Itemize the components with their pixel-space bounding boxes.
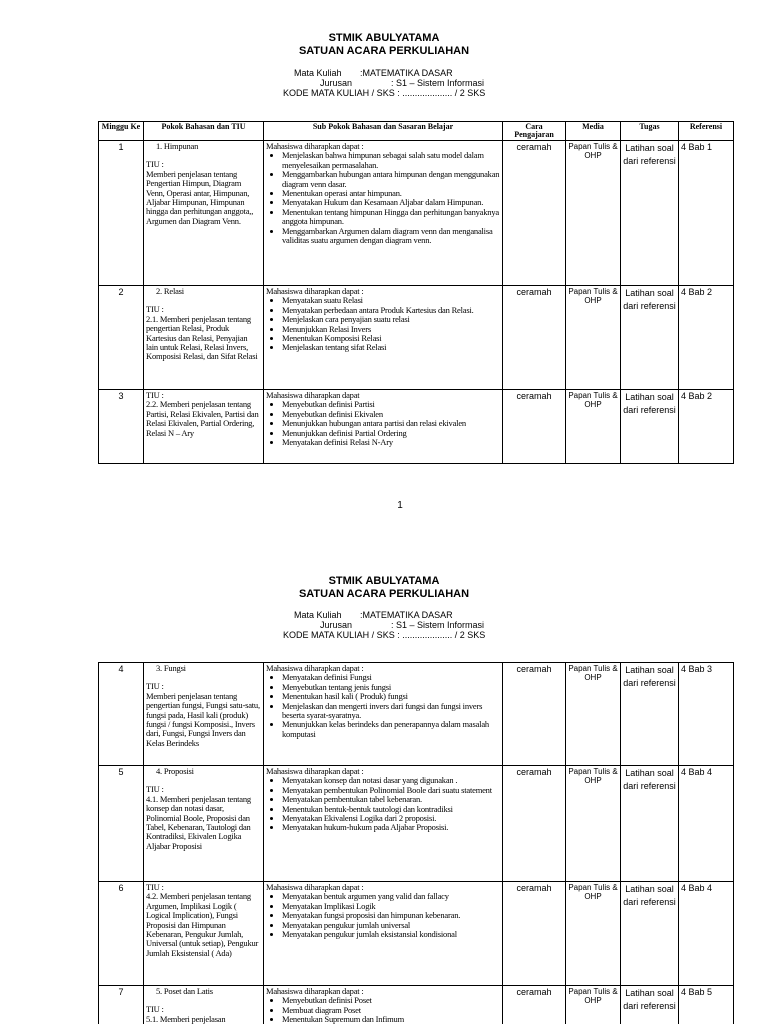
- tugas: Latihan soal dari referensi: [621, 390, 679, 464]
- sub-pokok-bahasan: [264, 882, 503, 986]
- sub-item: • Menyatakan definisi Fungsi: [282, 673, 500, 682]
- mata-kuliah-value: :MATEMATIKA DASAR: [360, 68, 453, 78]
- sub-item: • Menggambarkan Argumen dalam diagram venn dan menganalisa validitas suatu argumen dengan diagram venn.: [282, 227, 500, 246]
- week-number: 2: [99, 286, 144, 390]
- jurusan-label: Jurusan: [320, 620, 353, 630]
- sub-intro: Mahasiswa diharapkan dapat :: [266, 141, 364, 151]
- col-tugas: Tugas: [621, 122, 679, 141]
- jurusan-value: : S1 – Sistem Informasi: [391, 620, 485, 630]
- table-row: [99, 882, 734, 986]
- referensi: 4 Bab 2: [679, 286, 734, 390]
- sub-intro: Mahasiswa diharapkan dapat :: [266, 663, 364, 673]
- sub-list: [266, 776, 500, 832]
- referensi: 4 Bab 2: [679, 390, 734, 464]
- week-number: 6: [99, 882, 144, 986]
- sub-intro: Mahasiswa diharapkan dapat :: [266, 766, 364, 776]
- cara-pengajaran: ceramah: [503, 390, 566, 464]
- pokok-bahasan: [144, 986, 264, 1024]
- topic-title: 1. Himpunan: [156, 141, 199, 151]
- sub-item: • Menyatakan Ekivalensi Logika dari 2 proposisi.: [282, 814, 500, 823]
- col-referensi: Referensi: [679, 122, 734, 141]
- tiu-label: TIU :: [146, 1004, 164, 1015]
- col-pokok: Pokok Bahasan dan TIU: [144, 122, 264, 141]
- cara-pengajaran: ceramah: [503, 141, 566, 286]
- week-number: 5: [99, 766, 144, 882]
- sub-item: • Menyebutkan definisi Poset: [282, 996, 500, 1005]
- media: Papan Tulis & OHP: [566, 986, 621, 1024]
- table-row: [99, 141, 734, 286]
- col-sub: Sub Pokok Bahasan dan Sasaran Belajar: [264, 122, 503, 141]
- table-row: [99, 286, 734, 390]
- sub-item: • Menjelaskan dan mengerti invers dari fungsi dan fungsi invers beserta syarat-syaratnya.: [282, 702, 500, 721]
- document-title: SATUAN ACARA PERKULIAHAN: [298, 588, 470, 600]
- tiu-text: Memberi penjelasan tentang pengertian fungsi, Fungsi satu-satu, fungsi pada, Hasil kali (produk) fungsi / fungsi Komposisi., Invers dari, Fungsi, Fungsi Invers dan Kelas Berindeks: [146, 690, 260, 748]
- sub-item: • Menggambarkan hubungan antara himpunan dengan menggunakan diagram venn dasar.: [282, 170, 500, 189]
- sub-item: • Menentukan operasi antar himpunan.: [282, 189, 500, 198]
- sub-intro: Mahasiswa diharapkan dapat :: [266, 882, 364, 892]
- pokok-bahasan: [144, 663, 264, 766]
- col-minggu: Minggu Ke: [99, 122, 144, 141]
- sub-list: [266, 151, 500, 245]
- tiu-label: TIU :: [146, 784, 164, 795]
- table-row: [99, 986, 734, 1024]
- tiu-text: 2.2. Memberi penjelasan tentang Partisi, Relasi Ekivalen, Partisi dan Relasi Ekivalen, Partial Ordering, Relasi N – Ary: [146, 399, 259, 438]
- sub-item: • Menyatakan Implikasi Logik: [282, 902, 500, 911]
- sub-item: • Menyatakan pembentukan Polinomial Boole dari suatu statement: [282, 786, 500, 795]
- topic-title: 3. Fungsi: [156, 663, 186, 673]
- cara-pengajaran: ceramah: [503, 663, 566, 766]
- referensi: 4 Bab 4: [679, 766, 734, 882]
- pokok-bahasan: [144, 766, 264, 882]
- sub-list: [266, 673, 500, 739]
- sub-item: • Menyatakan bentuk argumen yang valid dan fallacy: [282, 892, 500, 901]
- sub-item: • Menyatakan pengukur jumlah eksistansial kondisional: [282, 930, 500, 939]
- sub-item: • Menentukan tentang himpunan Hingga dan perhitungan banyaknya anggota himpunan.: [282, 208, 500, 227]
- topic-title: 4. Proposisi: [156, 766, 194, 776]
- sub-item: • Menyatakan konsep dan notasi dasar yang digunakan .: [282, 776, 500, 785]
- cara-pengajaran: ceramah: [503, 766, 566, 882]
- cara-pengajaran: ceramah: [503, 882, 566, 986]
- sub-item: • Menunjukkan hubungan antara partisi dan relasi ekivalen: [282, 419, 500, 428]
- kode-mata-kuliah: KODE MATA KULIAH / SKS : .................... / 2 SKS: [283, 630, 486, 640]
- sub-item: • Menunjukkan Relasi Invers: [282, 325, 500, 334]
- sub-item: • Menyatakan suatu Relasi: [282, 296, 500, 305]
- tugas: Latihan soal dari referensi: [621, 766, 679, 882]
- sub-item: • Menyebutkan definisi Partisi: [282, 400, 500, 409]
- sub-item: • Menyatakan perbedaan antara Produk Kartesius dan Relasi.: [282, 306, 500, 315]
- tugas: Latihan soal dari referensi: [621, 663, 679, 766]
- media: Papan Tulis & OHP: [566, 882, 621, 986]
- institution-title: STMIK ABULYATAMA: [328, 575, 440, 587]
- tiu-label: TIU :: [146, 159, 164, 170]
- sub-pokok-bahasan: [264, 390, 503, 464]
- pokok-bahasan: [144, 286, 264, 390]
- mata-kuliah-label: Mata Kuliah: [294, 68, 342, 78]
- topic-title: 5. Poset dan Latis: [156, 986, 213, 996]
- document-title: SATUAN ACARA PERKULIAHAN: [298, 45, 470, 57]
- jurusan-label: Jurusan: [320, 78, 353, 88]
- week-number: 7: [99, 986, 144, 1024]
- topic-title: 2. Relasi: [156, 286, 184, 296]
- sub-intro: Mahasiswa diharapkan dapat: [266, 390, 360, 400]
- cara-pengajaran: ceramah: [503, 986, 566, 1024]
- week-number: 4: [99, 663, 144, 766]
- sub-item: • Menjelaskan tentang sifat Relasi: [282, 343, 500, 352]
- tugas: Latihan soal dari referensi: [621, 882, 679, 986]
- pokok-bahasan: [144, 882, 264, 986]
- tugas: Latihan soal dari referensi: [621, 286, 679, 390]
- sub-item: • Menyebutkan definisi Ekivalen: [282, 410, 500, 419]
- sub-item: • Menunjukkan kelas berindeks dan penerapannya dalam masalah komputasi: [282, 720, 500, 739]
- media: Papan Tulis & OHP: [566, 390, 621, 464]
- tugas: Latihan soal dari referensi: [621, 141, 679, 286]
- col-media: Media: [566, 122, 621, 141]
- sub-list: [266, 400, 500, 447]
- tugas: Latihan soal dari referensi: [621, 986, 679, 1024]
- tiu-label: TIU :: [146, 390, 164, 400]
- col-cara: Cara Pengajaran: [503, 122, 566, 141]
- media: Papan Tulis & OHP: [566, 766, 621, 882]
- sub-intro: Mahasiswa diharapkan dapat :: [266, 986, 364, 996]
- media: Papan Tulis & OHP: [566, 663, 621, 766]
- sub-pokok-bahasan: [264, 663, 503, 766]
- tiu-label: TIU :: [146, 304, 164, 315]
- sub-list: [266, 892, 500, 939]
- sub-pokok-bahasan: [264, 986, 503, 1024]
- sub-item: • Menyatakan definisi Relasi N-Ary: [282, 438, 500, 447]
- sub-item: • Menentukan Komposisi Relasi: [282, 334, 500, 343]
- referensi: 4 Bab 1: [679, 141, 734, 286]
- mata-kuliah-value: :MATEMATIKA DASAR: [360, 610, 453, 620]
- sap-table-page-2: [98, 662, 734, 1024]
- sub-item: • Menyatakan hukum-hukum pada Aljabar Proposisi.: [282, 823, 500, 832]
- institution-title: STMIK ABULYATAMA: [328, 32, 440, 44]
- page-number: 1: [397, 500, 403, 511]
- tiu-text: 2.1. Memberi penjelasan tentang pengertian Relasi, Produk Kartesius dan Relasi, Penyajian lain untuk Relasi, Relasi Invers, Komposisi Relasi, dan Sifat Relasi: [146, 313, 258, 362]
- table-row: [99, 663, 734, 766]
- sub-pokok-bahasan: [264, 286, 503, 390]
- jurusan-value: : S1 – Sistem Informasi: [391, 78, 485, 88]
- media: Papan Tulis & OHP: [566, 286, 621, 390]
- referensi: 4 Bab 4: [679, 882, 734, 986]
- sub-item: • Menjelaskan cara penyajian suatu relasi: [282, 315, 500, 324]
- sub-intro: Mahasiswa diharapkan dapat :: [266, 286, 364, 296]
- media: Papan Tulis & OHP: [566, 141, 621, 286]
- week-number: 3: [99, 390, 144, 464]
- sub-item: • Menentukan bentuk-bentuk tautologi dan kontradiksi: [282, 805, 500, 814]
- sub-item: • Menentukan hasil kali ( Produk) fungsi: [282, 692, 500, 701]
- table-row: [99, 390, 734, 464]
- sub-pokok-bahasan: [264, 766, 503, 882]
- tiu-label: TIU :: [146, 681, 164, 692]
- table-row: [99, 766, 734, 882]
- tiu-text: 4.2. Memberi penjelasan tentang Argumen, Implikasi Logik ( Logical Implication), Fungsi Proposisi dan Himpunan Kebenaran, Pengukur Jumlah, Universal (untuk setiap), Pengukur Jumlah Eksistensial ( Ada): [146, 891, 259, 958]
- sub-item: • Menyatakan Hukum dan Kesamaan Aljabar dalam Himpunan.: [282, 198, 500, 207]
- cara-pengajaran: ceramah: [503, 286, 566, 390]
- mata-kuliah-label: Mata Kuliah: [294, 610, 342, 620]
- sub-item: • Membuat diagram Poset: [282, 1006, 500, 1015]
- week-number: 1: [99, 141, 144, 286]
- tiu-text: Memberi penjelasan tentang Pengertian Himpun, Diagram Venn, Operasi antar, Himpunan, Aljabar Himpunan, Himpunan hingga dan perhitungan anggota,, Argumen dan Diagram Venn.: [146, 168, 254, 226]
- tiu-label: TIU :: [146, 882, 164, 892]
- table-header-row: [99, 122, 734, 141]
- referensi: 4 Bab 3: [679, 663, 734, 766]
- tiu-text: 4.1. Memberi penjelasan tentang konsep dan notasi dasar, Polinomial Boole, Proposisi dan Tabel, Kebenaran, Tautologi dan Kontradiksi, Ekivalen Logika Aljabar Proposisi: [146, 793, 251, 851]
- sub-item: • Menyatakan fungsi proposisi dan himpunan kebenaran.: [282, 911, 500, 920]
- document-page-2: [0, 516, 768, 1024]
- sub-item: • Menyebutkan tentang jenis fungsi: [282, 683, 500, 692]
- pokok-bahasan: [144, 141, 264, 286]
- kode-mata-kuliah: KODE MATA KULIAH / SKS : .................... / 2 SKS: [283, 88, 486, 98]
- sub-item: • Menyatakan pembentukan tabel kebenaran.: [282, 795, 500, 804]
- sap-table-page-1: [98, 121, 734, 464]
- sub-item: • Menyatakan pengukur jumlah universal: [282, 921, 500, 930]
- sub-pokok-bahasan: [264, 141, 503, 286]
- sub-list: [266, 296, 500, 352]
- sub-item: • Menjelaskan bahwa himpunan sebagai salah satu model dalam menyelesaikan permasalahan.: [282, 151, 500, 170]
- referensi: 4 Bab 5: [679, 986, 734, 1024]
- sub-item: • Menunjukkan definisi Partial Ordering: [282, 429, 500, 438]
- pokok-bahasan: [144, 390, 264, 464]
- sub-list: [266, 996, 500, 1024]
- sub-item: • Menentukan Supremum dan Infimum: [282, 1015, 500, 1024]
- tiu-text: 5.1. Memberi penjelasan: [146, 1013, 226, 1024]
